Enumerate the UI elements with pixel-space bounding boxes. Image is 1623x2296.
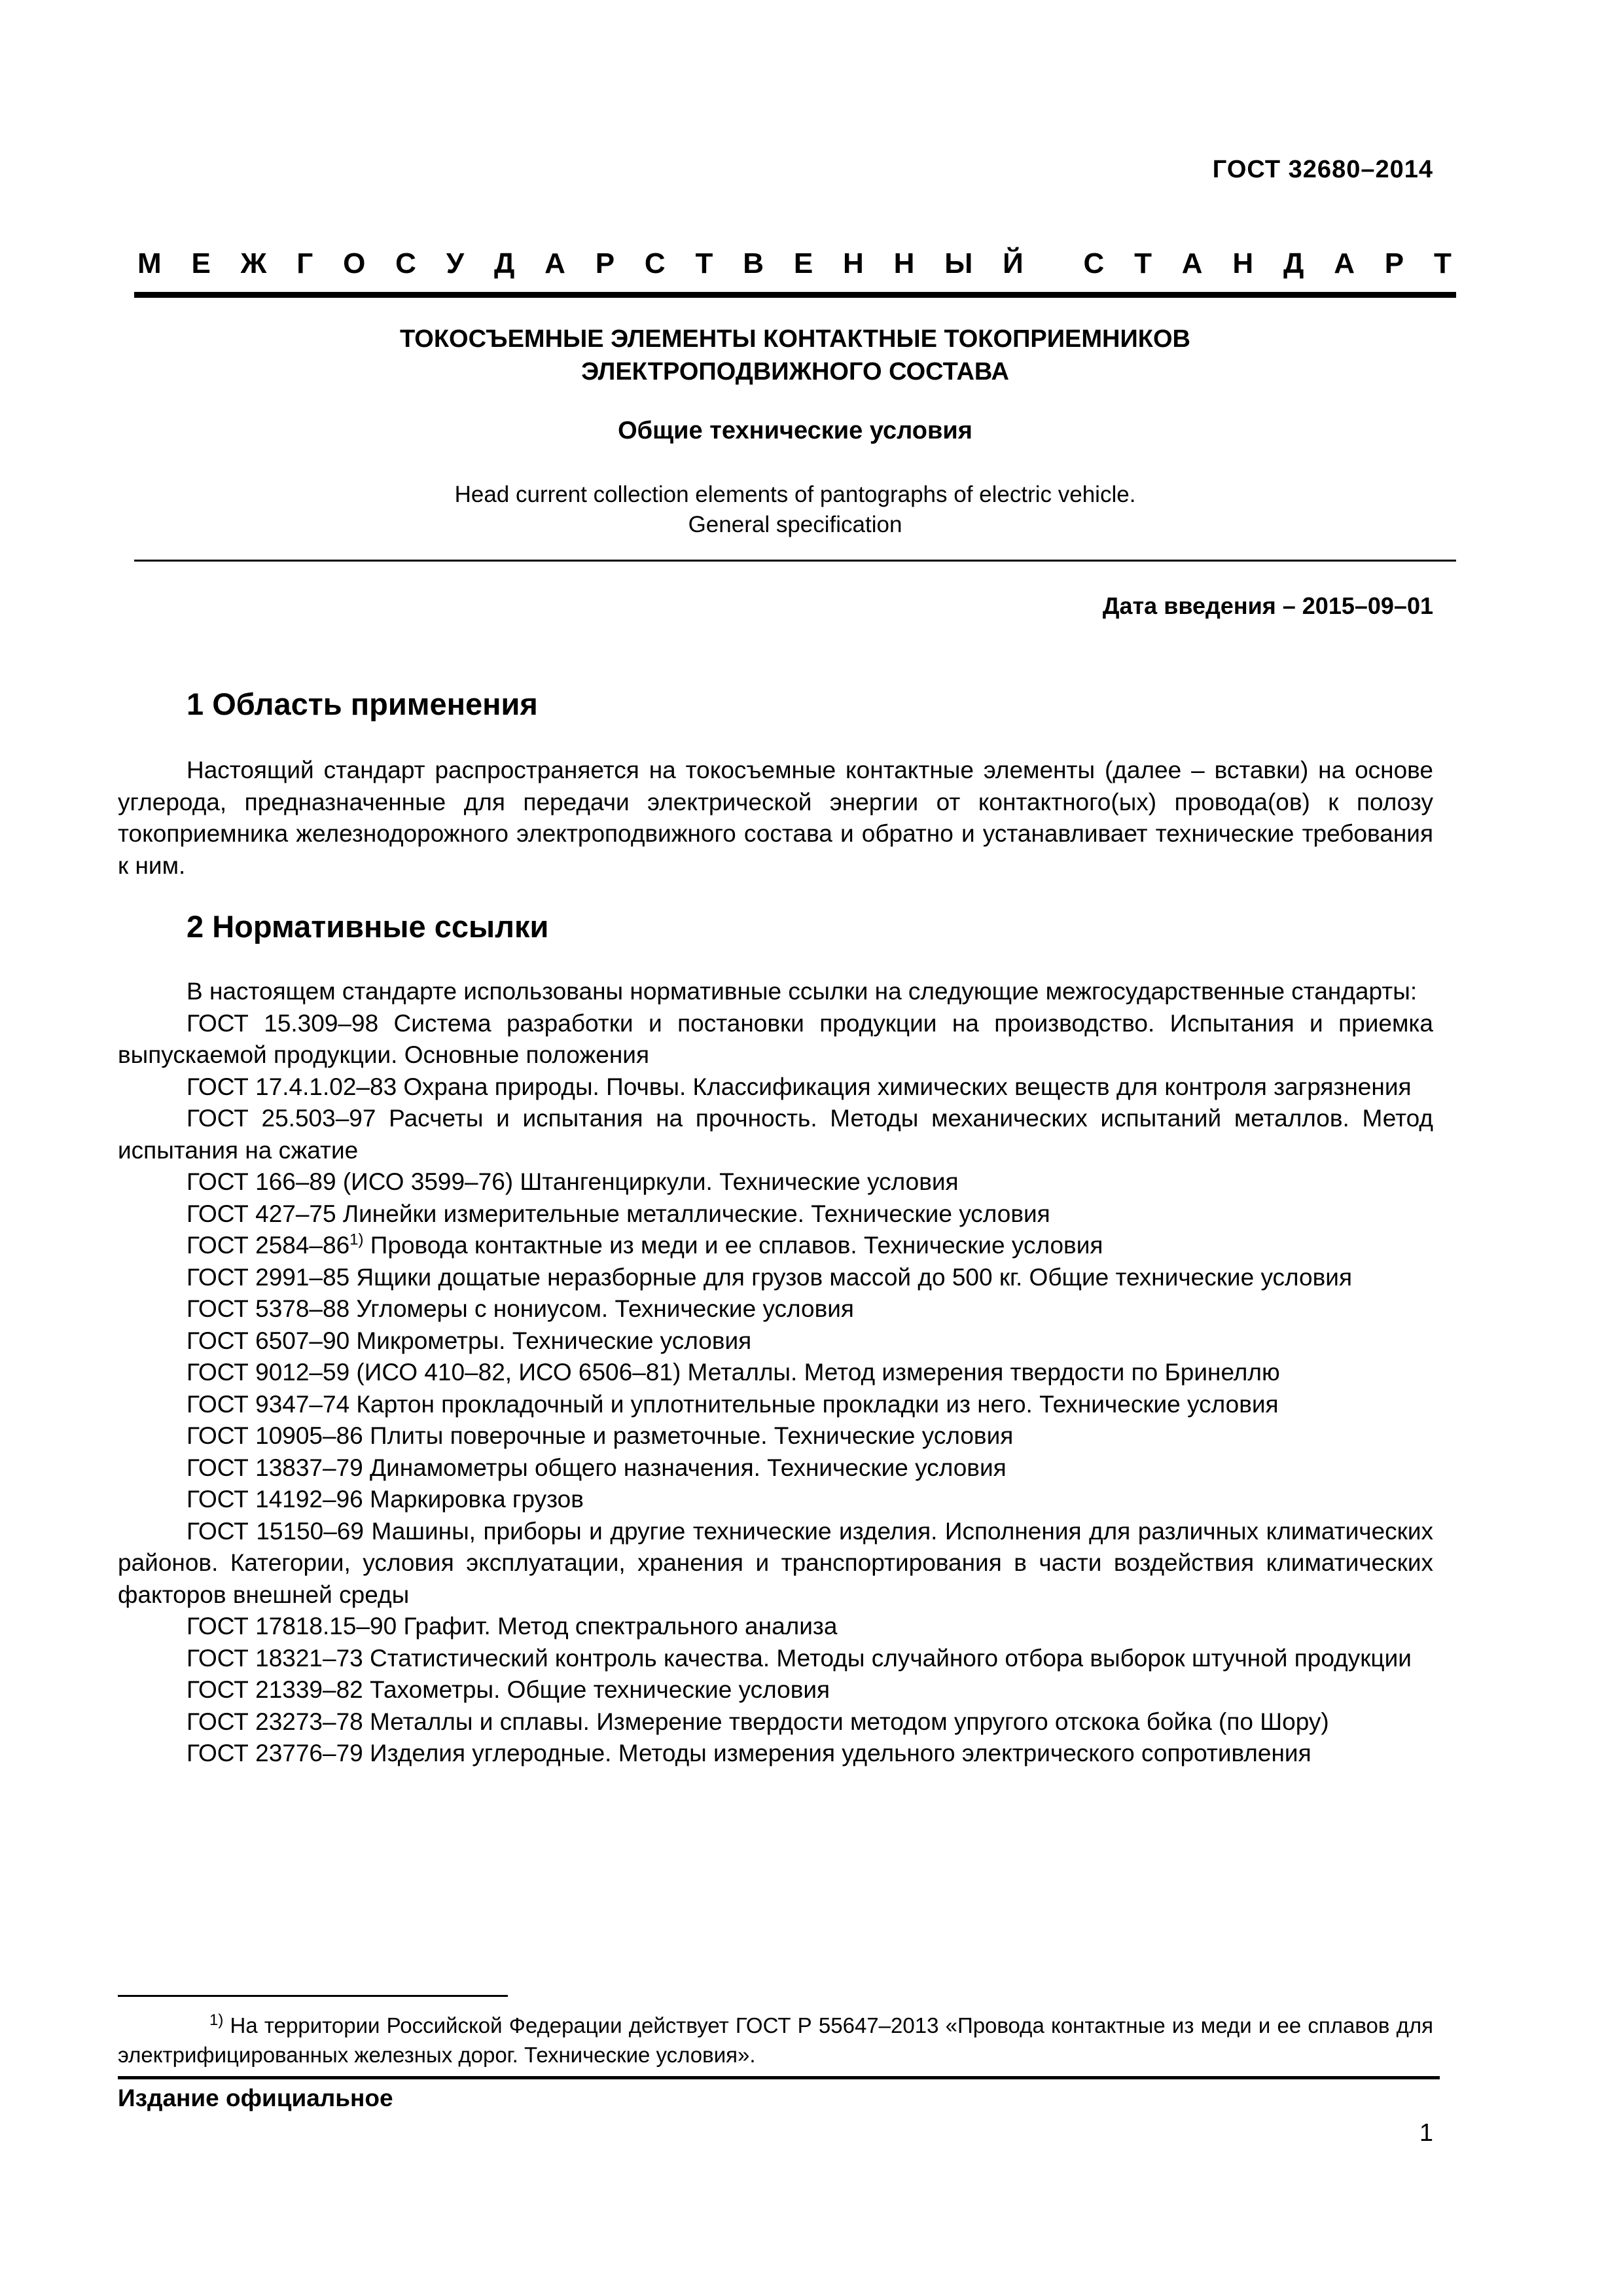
section-1-heading: 1 Область применения (187, 687, 538, 721)
english-title-line-1: Head current collection elements of pantographs of electric vehicle. (454, 482, 1136, 507)
reference-item: ГОСТ 15150–69 Машины, приборы и другие технические изделия. Исполнения для различных климатических районов. Категории, условия эксплуатации, хранения и транспортирования в части воздействия климатических факторов внешней среды (118, 1517, 1433, 1608)
reference-item: ГОСТ 10905–86 Плиты поверочные и разметочные. Технические условия (187, 1422, 1014, 1449)
reference-item: ГОСТ 9347–74 Картон прокладочный и уплотнительные прокладки из него. Технические условия (187, 1390, 1279, 1418)
reference-item: ГОСТ 15.309–98 Система разработки и постановки продукции на производство. Испытания и приемка выпускаемой продукции. Основные положения (118, 1009, 1433, 1068)
reference-item: ГОСТ 6507–90 Микрометры. Технические условия (187, 1327, 752, 1354)
reference-item: ГОСТ 18321–73 Статистический контроль качества. Методы случайного отбора выборок штучной продукции (187, 1644, 1412, 1672)
reference-item: ГОСТ 2991–85 Ящики дощатые неразборные для грузов массой до 500 кг. Общие технические условия (187, 1263, 1352, 1291)
english-title (134, 480, 1456, 540)
reference-item: ГОСТ 13837–79 Динамометры общего назначения. Технические условия (187, 1454, 1007, 1481)
normative-references (118, 976, 1433, 1770)
reference-item: ГОСТ 427–75 Линейки измерительные металлические. Технические условия (187, 1200, 1050, 1227)
reference-item: ГОСТ 17.4.1.02–83 Охрана природы. Почвы. Классификация химических веществ для контроля загрязнения (187, 1073, 1412, 1100)
edition-label: Издание официальное (118, 2085, 393, 2111)
document-code: ГОСТ 32680–2014 (1212, 156, 1433, 183)
footnote-text: На территории Российской Федерации действует ГОСТ Р 55647–2013 «Провода контактные из меди и ее сплавов для электрифицированных железных дорог. Технические условия». (118, 2013, 1433, 2067)
section-2-heading: 2 Нормативные ссылки (187, 909, 549, 944)
document-subtitle: Общие технические условия (618, 417, 972, 444)
document-title (134, 323, 1456, 388)
reference-item: ГОСТ 166–89 (ИСО 3599–76) Штангенциркули. Технические условия (187, 1168, 959, 1195)
reference-item: ГОСТ 21339–82 Тахометры. Общие технические условия (187, 1676, 830, 1703)
page-number: 1 (1419, 2119, 1433, 2147)
footnote-marker: 1) (209, 2011, 224, 2029)
reference-item: ГОСТ 14192–96 Маркировка грузов (187, 1486, 584, 1513)
footnote (118, 2011, 1433, 2070)
reference-item: ГОСТ 17818.15–90 Графит. Метод спектрального анализа (187, 1613, 838, 1640)
reference-title: Провода контактные из меди и ее сплавов. Технические условия (363, 1232, 1103, 1259)
reference-item: ГОСТ 25.503–97 Расчеты и испытания на прочность. Методы механических испытаний металлов. Метод испытания на сжатие (118, 1105, 1433, 1164)
reference-item-with-footnote (118, 1230, 1433, 1262)
section-1-body (118, 755, 1433, 882)
title-divider (134, 560, 1456, 562)
footnote-separator (118, 1995, 508, 1997)
reference-item: ГОСТ 23273–78 Металлы и сплавы. Измерение твердости методом упругого отскока бойка (по Шору) (187, 1708, 1329, 1735)
introduction-date: Дата введения – 2015–09–01 (1102, 592, 1433, 619)
header-divider-thick (134, 292, 1456, 298)
footer-divider (118, 2076, 1440, 2079)
reference-code: ГОСТ 2584–86 (187, 1232, 350, 1259)
section-1-paragraph: Настоящий стандарт распространяется на токосъемные контактные элементы (далее – вставки) на основе углерода, предназначенные для передачи электрической энергии от контактного(ых) провода(ов) к полозу токоприемника железнодорожного электроподвижного состава и обратно и устанавливает технические требования к ним. (118, 757, 1433, 879)
reference-item: ГОСТ 9012–59 (ИСО 410–82, ИСО 6506–81) Металлы. Метод измерения твердости по Бринеллю (187, 1359, 1280, 1386)
reference-item: ГОСТ 23776–79 Изделия углеродные. Методы измерения удельного электрического сопротивления (187, 1740, 1311, 1767)
english-title-line-2: General specification (688, 512, 902, 537)
title-line-1: ТОКОСЪЕМНЫЕ ЭЛЕМЕНТЫ КОНТАКТНЫЕ ТОКОПРИЕМНИКОВ (400, 325, 1190, 353)
interstate-standard-banner: М Е Ж Г О С У Д А Р С Т В Е Н Н Ы Й С Т А Н Д А Р Т (137, 247, 1452, 279)
references-intro: В настоящем стандарте использованы нормативные ссылки на следующие межгосударственные стандарты: (187, 978, 1418, 1005)
title-line-2: ЭЛЕКТРОПОДВИЖНОГО СОСТАВА (581, 358, 1009, 386)
footnote-reference-marker: 1) (349, 1230, 364, 1249)
reference-item: ГОСТ 5378–88 Угломеры с нониусом. Технические условия (187, 1295, 854, 1322)
